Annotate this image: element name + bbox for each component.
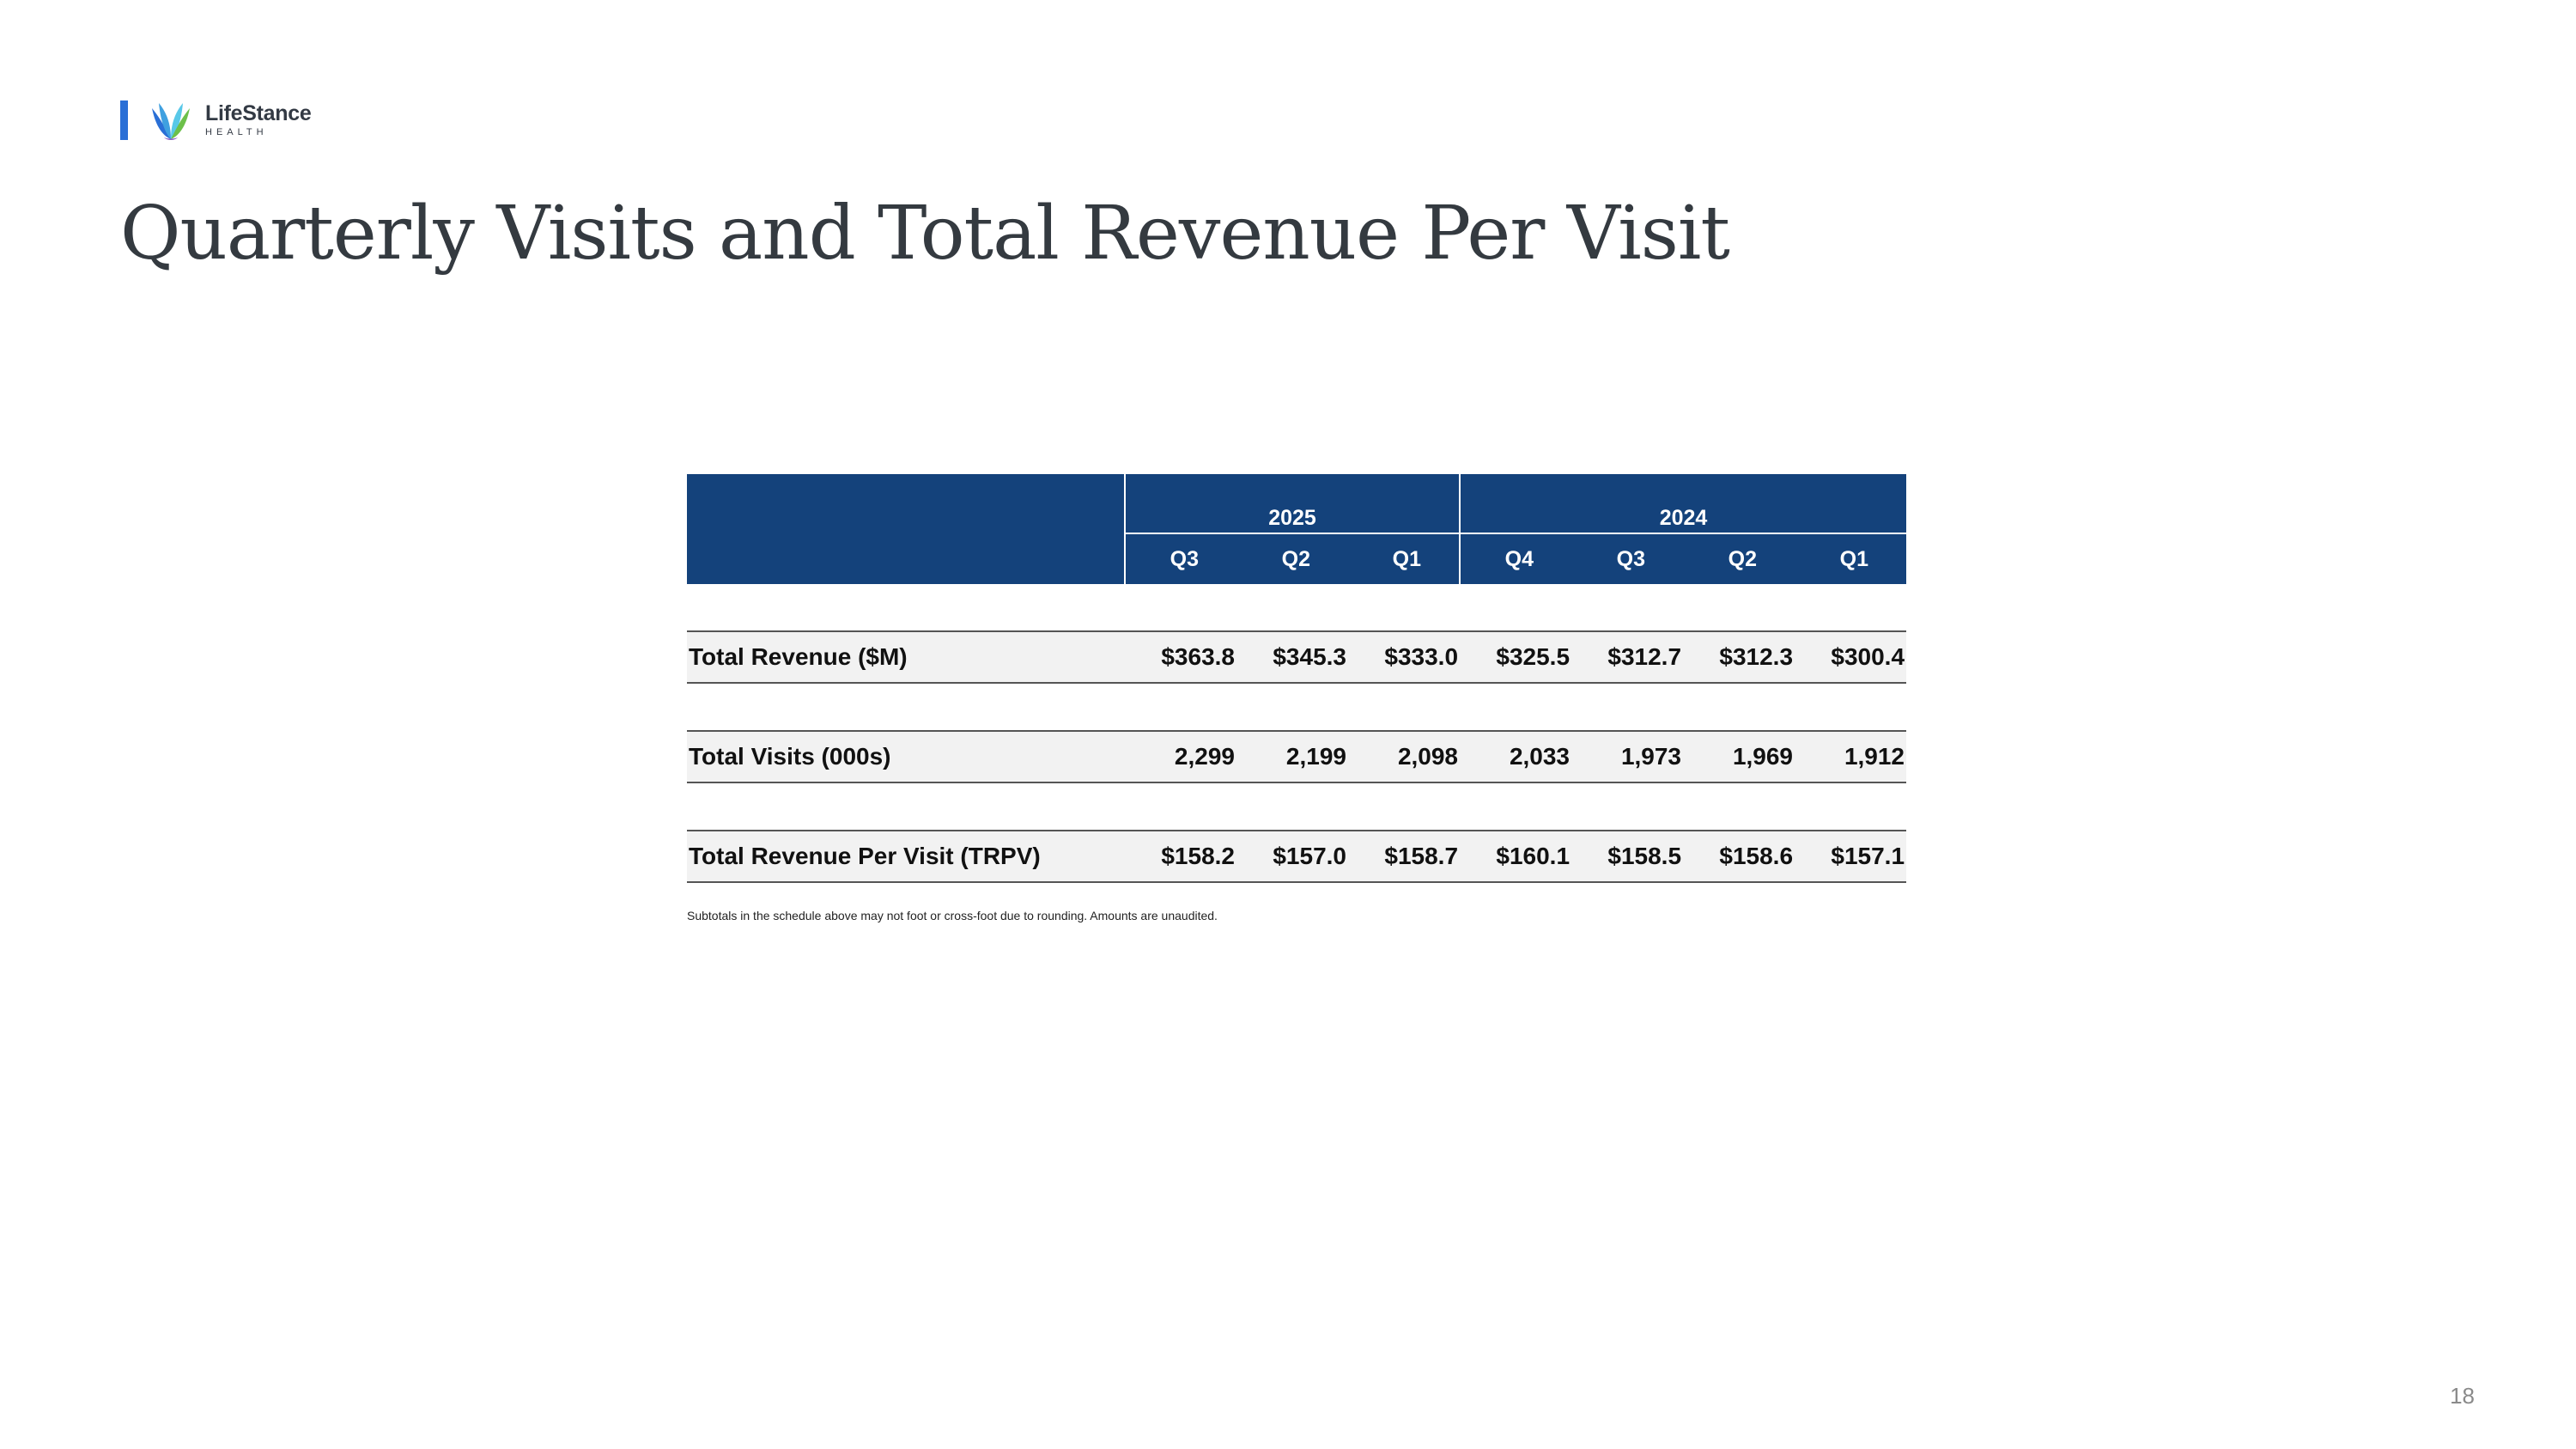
table-cell: 2,098	[1348, 731, 1460, 782]
table-cell: $158.5	[1571, 831, 1683, 882]
table-cell: $158.6	[1683, 831, 1795, 882]
lifestance-leaf-icon	[147, 96, 195, 144]
page-number: 18	[2450, 1383, 2475, 1409]
table-spacer	[687, 782, 1906, 831]
visits-revenue-table-container	[687, 474, 1906, 922]
logo-accent-bar	[120, 100, 128, 140]
table-cell: 1,912	[1795, 731, 1906, 782]
table-cell: 2,033	[1460, 731, 1571, 782]
logo-subtitle: HEALTH	[205, 127, 268, 137]
quarter-header: Q2	[1236, 533, 1348, 584]
quarter-header: Q3	[1571, 533, 1683, 584]
table-cell: $300.4	[1795, 631, 1906, 683]
row-label: Total Revenue ($M)	[687, 631, 1125, 683]
table-spacer	[687, 584, 1906, 631]
table-cell: $312.7	[1571, 631, 1683, 683]
table-cell: $157.1	[1795, 831, 1906, 882]
quarter-header: Q2	[1683, 533, 1795, 584]
table-cell: $345.3	[1236, 631, 1348, 683]
quarter-header: Q4	[1460, 533, 1571, 584]
table-cell: 1,973	[1571, 731, 1683, 782]
header-blank-cell	[687, 474, 1125, 584]
table-cell: $363.8	[1125, 631, 1236, 683]
table-cell: 2,199	[1236, 731, 1348, 782]
year-header-2025: 2025	[1125, 474, 1460, 533]
quarter-header: Q3	[1125, 533, 1236, 584]
table-row-trpv	[687, 831, 1906, 882]
company-logo	[120, 96, 311, 144]
table-row-total-revenue	[687, 631, 1906, 683]
table-cell: $325.5	[1460, 631, 1571, 683]
table-row-total-visits	[687, 731, 1906, 782]
table-cell: $158.7	[1348, 831, 1460, 882]
table-cell: $312.3	[1683, 631, 1795, 683]
logo-name: LifeStance	[205, 101, 312, 125]
page-title: Quarterly Visits and Total Revenue Per Visit	[120, 191, 1729, 277]
quarter-header: Q1	[1795, 533, 1906, 584]
table-footnote: Subtotals in the schedule above may not foot or cross-foot due to rounding. Amounts are unaudited.	[687, 909, 1218, 922]
table-cell: $160.1	[1460, 831, 1571, 882]
table-cell: $158.2	[1125, 831, 1236, 882]
row-label: Total Revenue Per Visit (TRPV)	[687, 831, 1125, 882]
year-header-row	[687, 474, 1906, 533]
table-cell: $333.0	[1348, 631, 1460, 683]
year-header-2024: 2024	[1460, 474, 1906, 533]
table-cell: 1,969	[1683, 731, 1795, 782]
visits-revenue-table	[687, 474, 1906, 883]
table-cell: $157.0	[1236, 831, 1348, 882]
quarter-header: Q1	[1348, 533, 1460, 584]
row-label: Total Visits (000s)	[687, 731, 1125, 782]
table-spacer	[687, 683, 1906, 731]
table-cell: 2,299	[1125, 731, 1236, 782]
